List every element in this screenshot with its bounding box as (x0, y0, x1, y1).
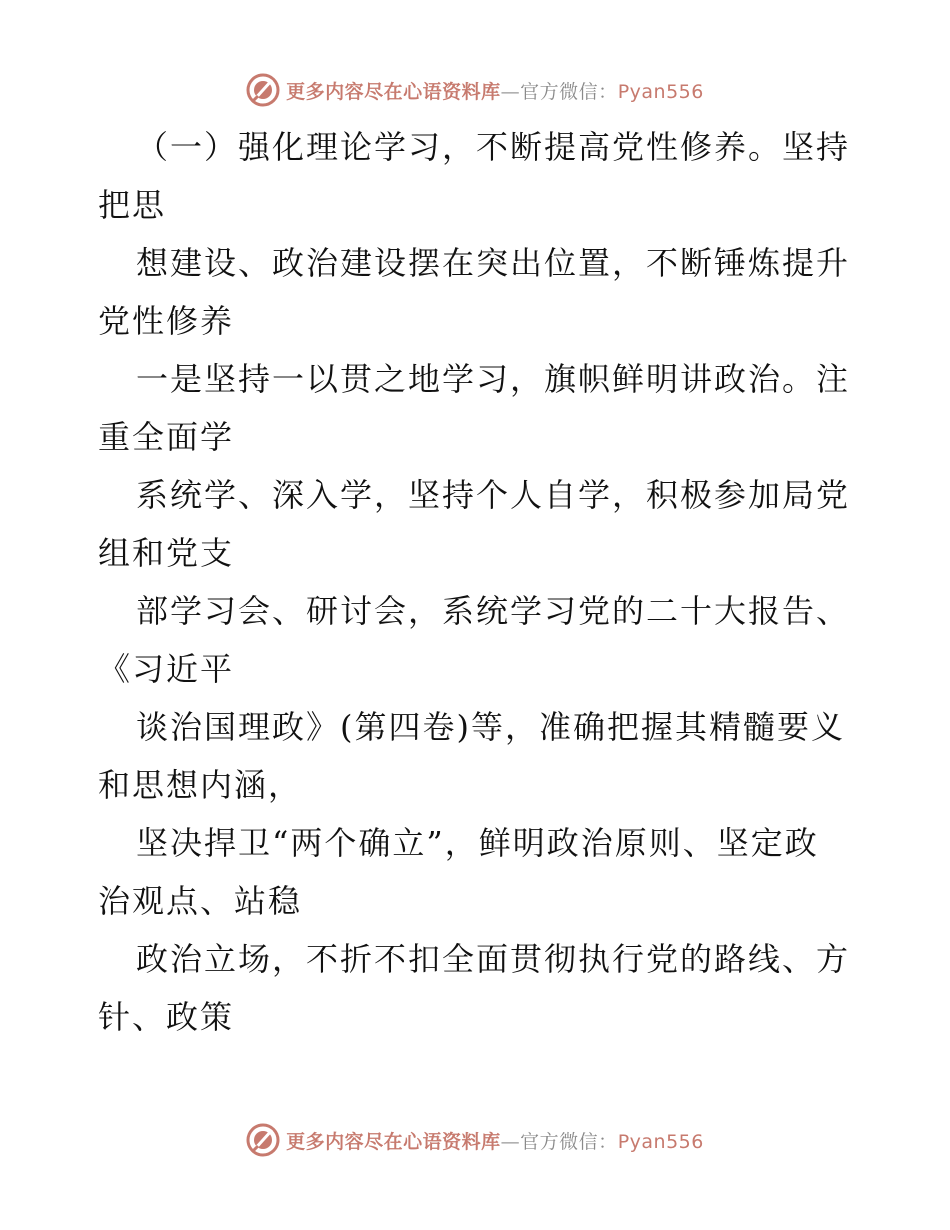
watermark-label: 官方微信： (520, 80, 618, 103)
watermark-label: 官方微信： (520, 1130, 618, 1153)
paragraph-3-line-1: 一是坚持一以贯之地学习，旗帜鲜明讲政治。注 (136, 360, 851, 398)
paragraph-8-line-2: 针、政策 (98, 998, 235, 1036)
paragraph-4-line-1: 系统学、深入学，坚持个人自学，积极参加局党 (136, 476, 851, 514)
watermark-main: 更多内容尽在心语资料库 (286, 1130, 501, 1153)
watermark-id: Pyan556 (617, 80, 704, 103)
paragraph-6-line-2: 和思想内涵， (98, 766, 303, 804)
paragraph-5-line-1: 部学习会、研讨会，系统学习党的二十大报告、 (136, 592, 851, 630)
watermark-dash: — (500, 1130, 521, 1153)
header-watermark (0, 70, 950, 110)
quill-logo-icon (246, 1123, 280, 1157)
paragraph-6-line-1: 谈治国理政》(第四卷)等，准确把握其精髓要义 (136, 708, 845, 746)
watermark-id: Pyan556 (617, 1130, 704, 1153)
paragraph-1-line-2: 把思 (98, 186, 167, 224)
paragraph-2-line-2: 党性修养 (98, 302, 235, 340)
document-body (98, 118, 858, 1046)
paragraph-4-line-2: 组和党支 (98, 534, 235, 572)
paragraph-8-line-1: 政治立场，不折不扣全面贯彻执行党的路线、方 (136, 940, 851, 978)
watermark-main: 更多内容尽在心语资料库 (286, 80, 501, 103)
paragraph-5-line-2: 《习近平 (98, 650, 235, 688)
watermark-dash: — (500, 80, 521, 103)
watermark-text (286, 77, 704, 104)
paragraph-7-line-2: 治观点、站稳 (98, 882, 303, 920)
watermark-text (286, 1127, 704, 1154)
footer-watermark (0, 1120, 950, 1160)
paragraph-1-line-1: （一）强化理论学习，不断提高党性修养。坚持 (136, 128, 851, 166)
paragraph-2-line-1: 想建设、政治建设摆在突出位置，不断锤炼提升 (136, 244, 851, 282)
paragraph-7-line-1: 坚决捍卫“两个确立”，鲜明政治原则、坚定政 (136, 824, 819, 862)
quill-logo-icon (246, 73, 280, 107)
paragraph-3-line-2: 重全面学 (98, 418, 235, 456)
